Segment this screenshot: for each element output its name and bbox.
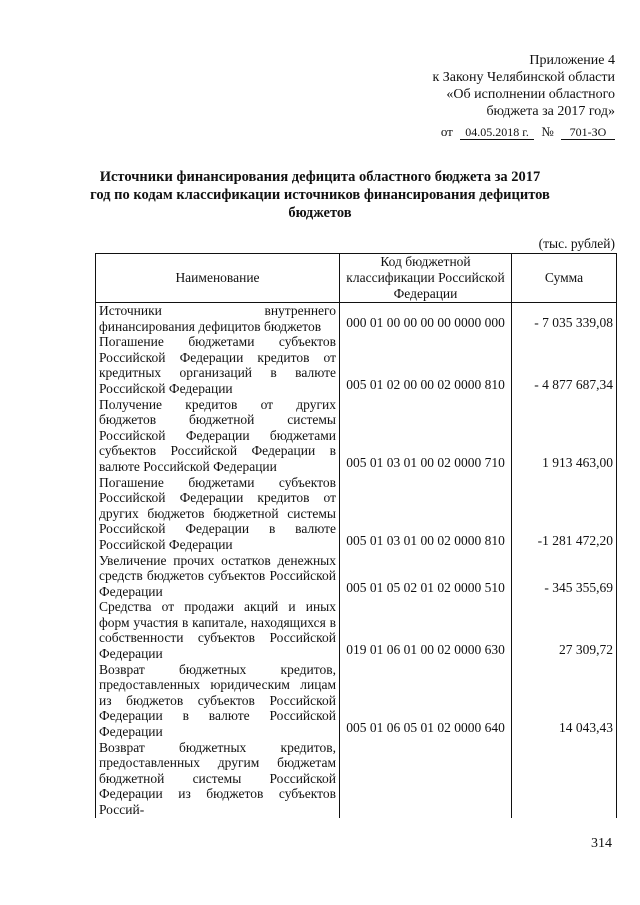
row-name: Погашение бюджетами субъектов Российской Федерации кредитов от других бюджетов бюджетной системы Российской Федерации в валюте Российской Федерации [96,475,340,553]
row-code: 005 01 06 05 01 02 0000 640 [340,662,512,740]
row-sum: - 7 035 339,08 [512,303,617,335]
row-name: Возврат бюджетных кредитов, предоставленных юридическим лицам из бюджетов субъектов Российской Федерации в валюте Российской Федерации [96,662,340,740]
header-code: Код бюджетной классификации Российской Федерации [340,254,512,303]
appendix-line-2: к Закону Челябинской области [432,70,615,85]
row-sum: - 345 355,69 [512,553,617,600]
row-name: Средства от продажи акций и иных форм участия в капитале, находящихся в собственности субъектов Российской Федерации [96,599,340,661]
table-row [96,303,617,335]
appendix-heading [432,52,615,120]
table-row [96,553,617,600]
document-title: Источники финансирования дефицита областного бюджета за 2017 год по кодам классификации источников финансирования дефицитов бюджетов [90,169,550,221]
date-label: от [440,124,453,139]
page-number: 314 [591,836,612,851]
row-sum: 14 043,43 [512,662,617,740]
appendix-line-3: «Об исполнении областного [446,87,615,102]
row-sum: 27 309,72 [512,599,617,661]
row-code [340,740,512,818]
appendix-line-1: Приложение 4 [529,53,615,68]
table-row [96,475,617,553]
row-name: Увеличение прочих остатков денежных средств бюджетов субъектов Российской Федерации [96,553,340,600]
row-name: Источники внутреннего финансирования дефицитов бюджетов [96,303,340,335]
unit-note: (тыс. рублей) [538,236,615,251]
header-name: Наименование [96,254,340,303]
header-sum: Сумма [512,254,617,303]
row-name: Погашение бюджетами субъектов Российской Федерации кредитов от кредитных организаций в валюте Российской Федерации [96,334,340,396]
law-number: 701-ЗО [561,125,615,140]
row-sum: -1 281 472,20 [512,475,617,553]
row-code: 005 01 03 01 00 02 0000 710 [340,397,512,475]
row-code: 000 01 00 00 00 00 0000 000 [340,303,512,335]
row-name: Возврат бюджетных кредитов, предоставленных другим бюджетам бюджетной системы Российской Федерации из бюджетов субъектов Россий- [96,740,340,818]
table-row [96,662,617,740]
table-row [96,334,617,396]
row-code: 005 01 02 00 00 02 0000 810 [340,334,512,396]
row-code: 019 01 06 01 00 02 0000 630 [340,599,512,661]
table-row [96,397,617,475]
row-code: 005 01 05 02 01 02 0000 510 [340,553,512,600]
approval-line [441,124,615,140]
row-code: 005 01 03 01 00 02 0000 810 [340,475,512,553]
row-sum: - 4 877 687,34 [512,334,617,396]
row-sum: 1 913 463,00 [512,397,617,475]
approval-date: 04.05.2018 г. [460,125,534,140]
financing-sources-table [95,253,617,818]
table-row [96,599,617,661]
appendix-line-4: бюджета за 2017 год» [486,104,615,119]
row-name: Получение кредитов от других бюджетов бюджетной системы Российской Федерации бюджетами субъектов Российской Федерации в валюте Российской Федерации [96,397,340,475]
number-label: № [541,124,554,139]
row-sum [512,740,617,818]
table-header-row [96,254,617,303]
table-row [96,740,617,818]
